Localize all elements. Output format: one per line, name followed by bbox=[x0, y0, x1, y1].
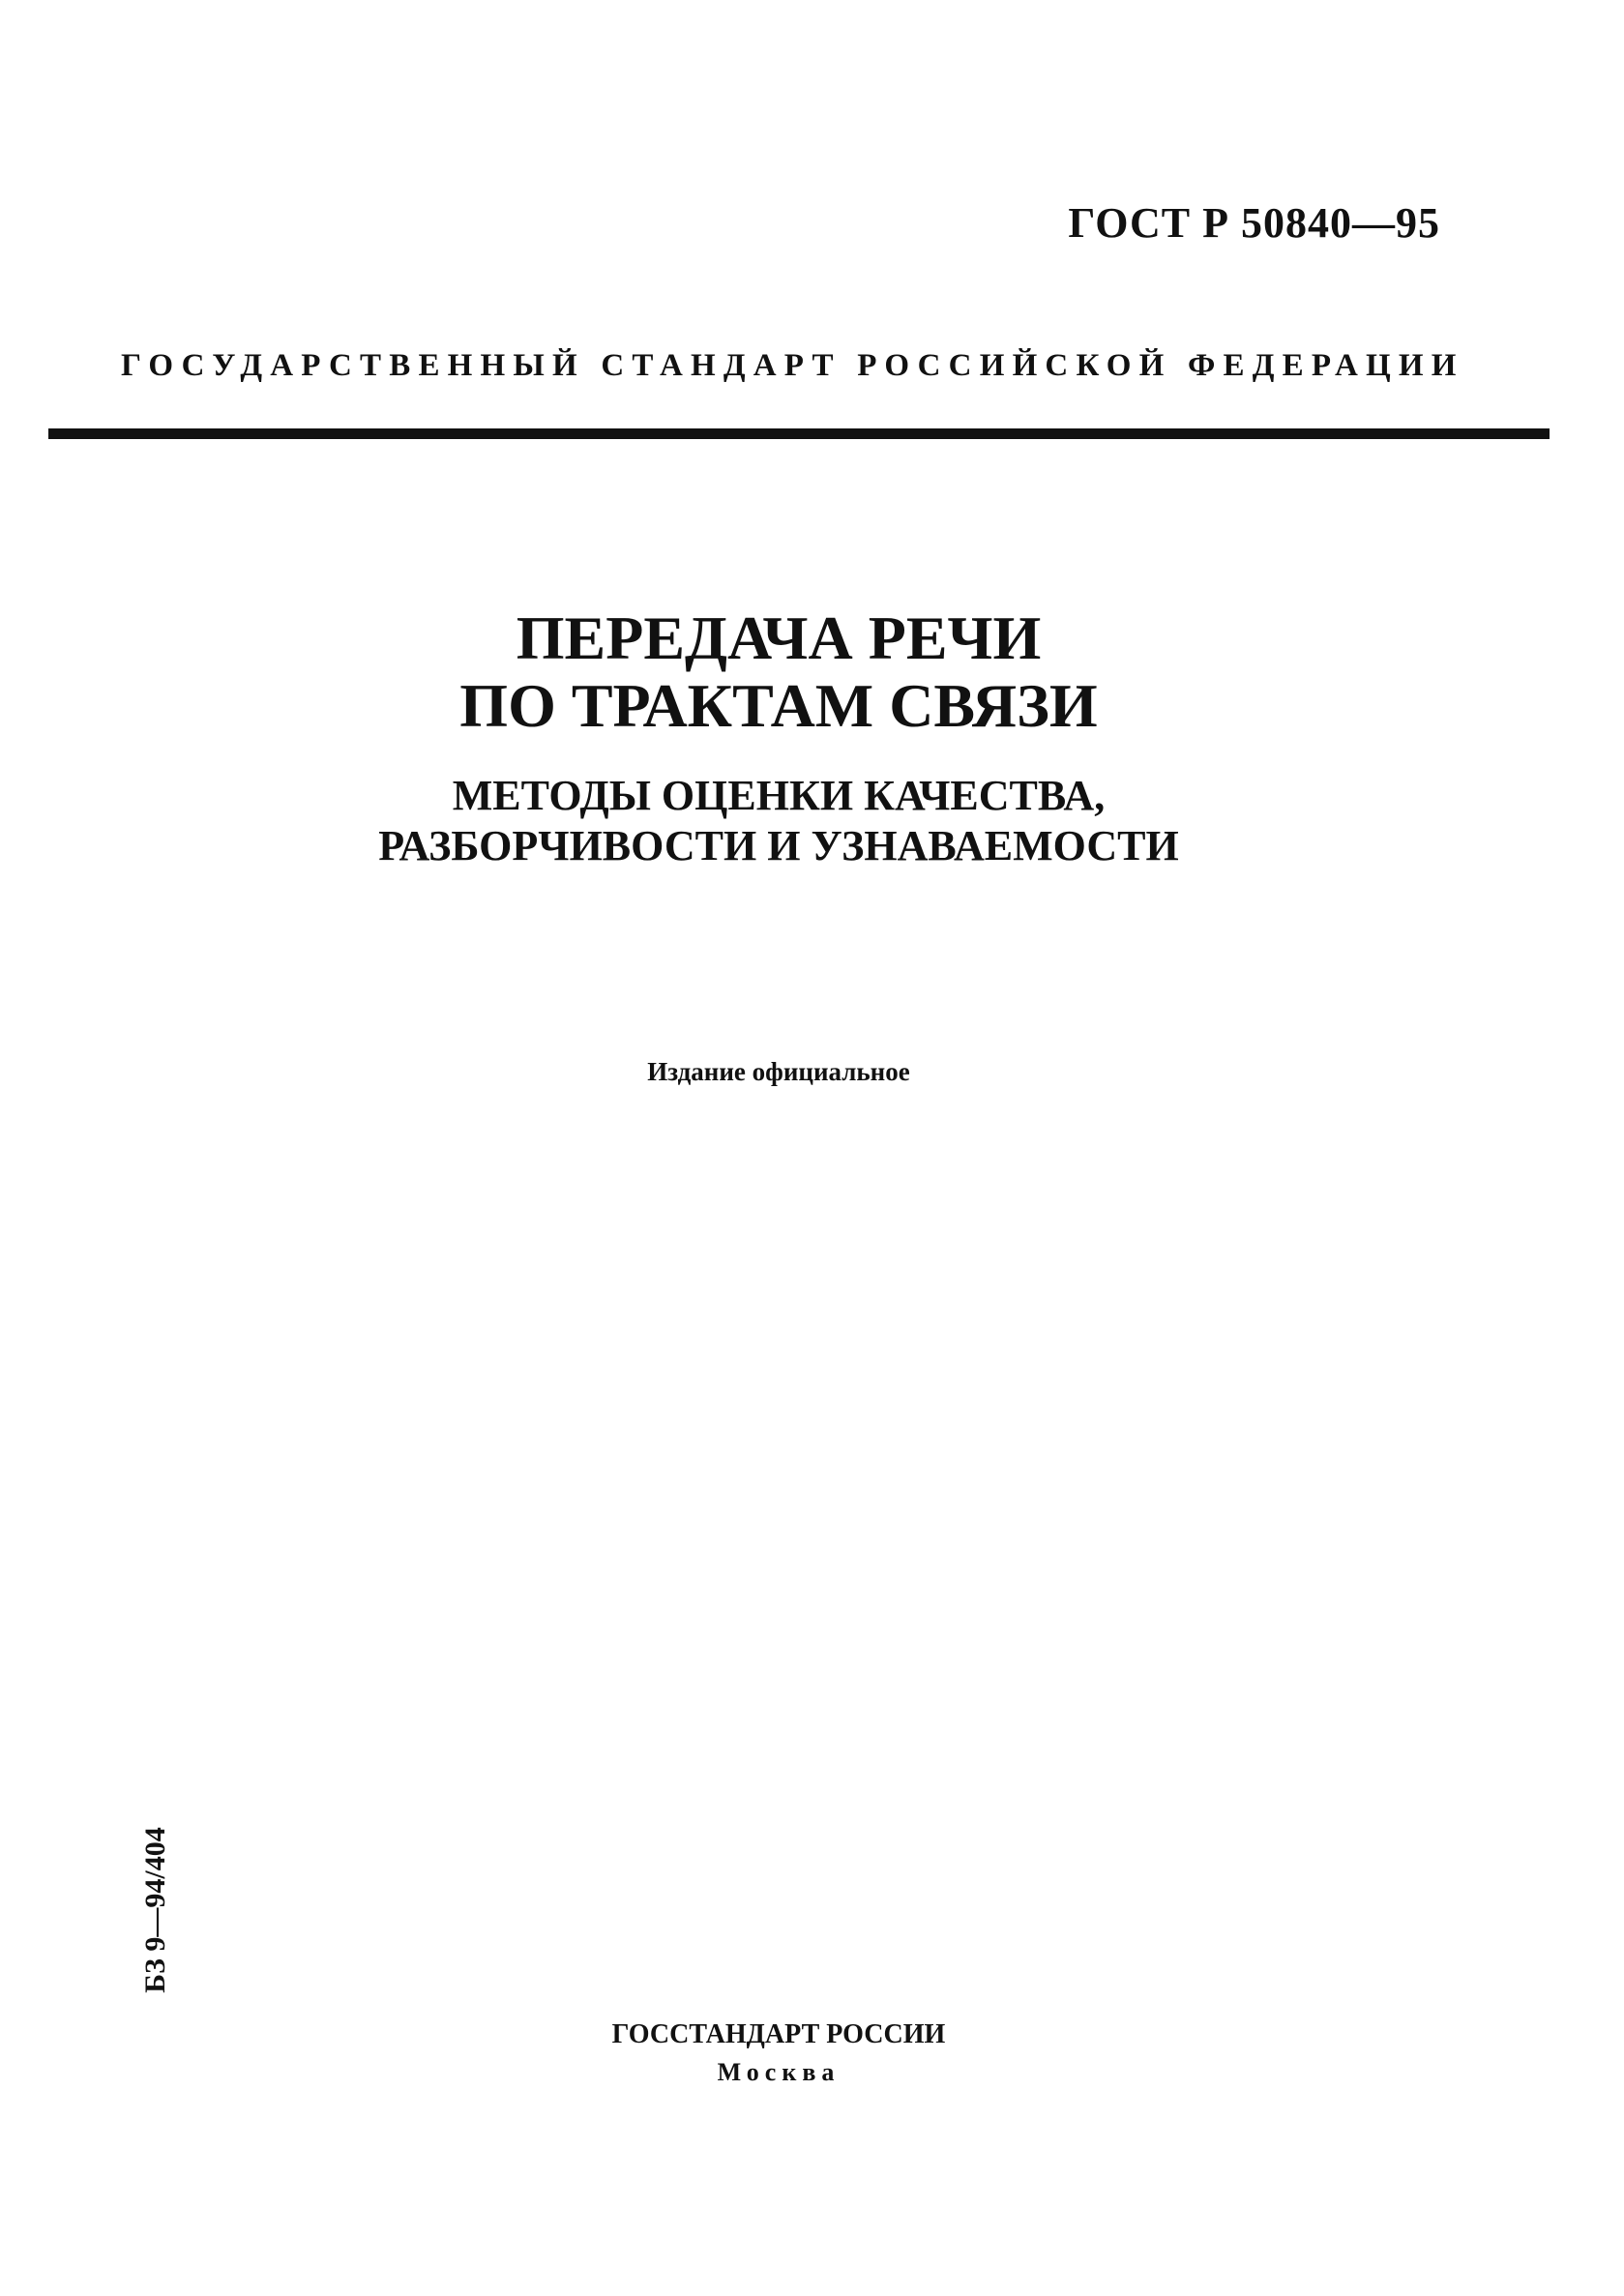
publisher-city: Москва bbox=[717, 2058, 841, 2086]
state-standard-heading: ГОСУДАРСТВЕННЫЙ СТАНДАРТ РОССИЙСКОЙ ФЕДЕРАЦИИ bbox=[121, 348, 1464, 383]
publisher-block bbox=[0, 2018, 1557, 2090]
title-line-1: ПЕРЕДАЧА РЕЧИ bbox=[516, 603, 1042, 672]
subtitle-line-2: РАЗБОРЧИВОСТИ И УЗНАВАЕМОСТИ bbox=[378, 822, 1179, 869]
title-block bbox=[0, 604, 1557, 871]
publisher-name: ГОССТАНДАРТ РОССИИ bbox=[611, 2019, 946, 2049]
edition-label: Издание официальное bbox=[647, 1057, 910, 1086]
side-code: БЗ 9—94/404 bbox=[139, 1827, 171, 1993]
standard-number: ГОСТ Р 50840—95 bbox=[1068, 199, 1440, 247]
title-line-2: ПО ТРАКТАМ СВЯЗИ bbox=[459, 671, 1098, 740]
subtitle-line-1: МЕТОДЫ ОЦЕНКИ КАЧЕСТВА, bbox=[452, 772, 1106, 819]
header-rule bbox=[48, 428, 1550, 439]
